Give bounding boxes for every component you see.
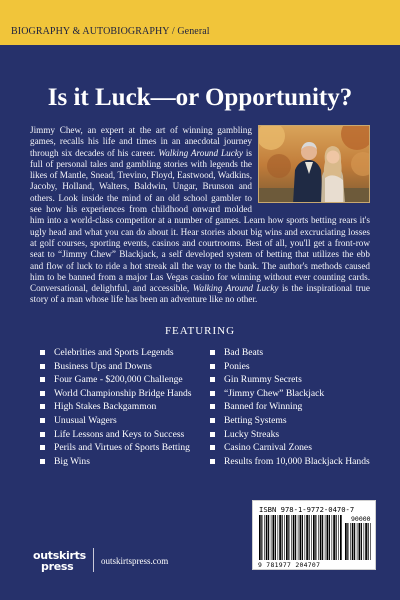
feature-item: “Jimmy Chew” Blackjack [210,387,370,401]
feature-item: Perils and Virtues of Sports Betting [40,441,192,455]
price-code: 90000 [351,515,371,523]
isbn-number: ISBN 978-1-9772-0470-7 [259,505,355,514]
feature-item: Casino Carnival Zones [210,441,370,455]
feature-item: Lucky Streaks [210,428,370,442]
feature-item: Unusual Wagers [40,414,192,428]
description-part-1: Jimmy Chew, an expert at the art of winning gambling games, recalls his life and times in an anecdotal journey through six decades of his career. [30,125,252,158]
feature-item: Banned for Winning [210,400,370,414]
featuring-heading: FEATURING [164,325,236,337]
features-list-left [40,346,192,468]
feature-item: World Championship Bridge Hands [40,387,192,401]
publisher-website: outskirtspress.com [101,556,169,566]
feature-item: Big Wins [40,455,192,469]
description-part-2: is full of personal tales and gambling stories with legends the likes of Mantle, Snead, Trevino, Floyd, Eastwood, Wadkins, Jacoby, Holland, Walters, Baldwin, Ungar, Brunson and others. Look inside the mind of an old school gambler to see how his experiences from childhood onward molded him into a world-class competitor at a number of games. Learn how sports betting rears it's ugly head and what you can do about it. Hear stories about big wins and excruciating losses at golf courses, sporting events, casinos and courtrooms. Best of all, you'll get a front-row seat to “Jimmy Chew” Blackjack, a self developed system of betting that utilizes the ebb and flow of luck to ride a hot streak all the way to the bank. The author's methods caused him to be banned from a major Las Vegas casino for winning without ever counting cards. Conversational, delightful, and accessible, [30,147,370,294]
feature-item: Betting Systems [210,414,370,428]
feature-item: Bad Beats [210,346,370,360]
publisher-logo [33,550,86,572]
feature-item: Celebrities and Sports Legends [40,346,192,360]
feature-item: Four Game - $200,000 Challenge [40,373,192,387]
author-photo [258,125,370,203]
feature-item: Ponies [210,360,370,374]
author-photo-image [259,126,370,203]
feature-item: Results from 10,000 Blackjack Hands [210,455,370,469]
category-band [0,0,400,45]
features-list-right [210,346,370,468]
book-title-italic-1: Walking Around Lucky [158,147,243,158]
book-title-italic-2: Walking Around Lucky [192,283,279,294]
logo-text-line-1: outskirts [33,549,86,562]
logo-divider [93,548,94,572]
feature-item: Business Ups and Downs [40,360,192,374]
feature-item: High Stakes Backgammon [40,400,192,414]
logo-text-line-2: press [41,560,74,573]
description-part-3: is the inspirational true story of a man whose life has been an adventure like no other. [30,283,370,305]
category-label: BIOGRAPHY & AUTOBIOGRAPHY / General [11,26,210,37]
barcode-digits: 9 781977 204707 [258,561,321,569]
isbn-barcode [252,500,376,570]
headline: Is it Luck—or Opportunity? [47,84,353,111]
feature-item: Life Lessons and Keys to Success [40,428,192,442]
feature-item: Gin Rummy Secrets [210,373,370,387]
